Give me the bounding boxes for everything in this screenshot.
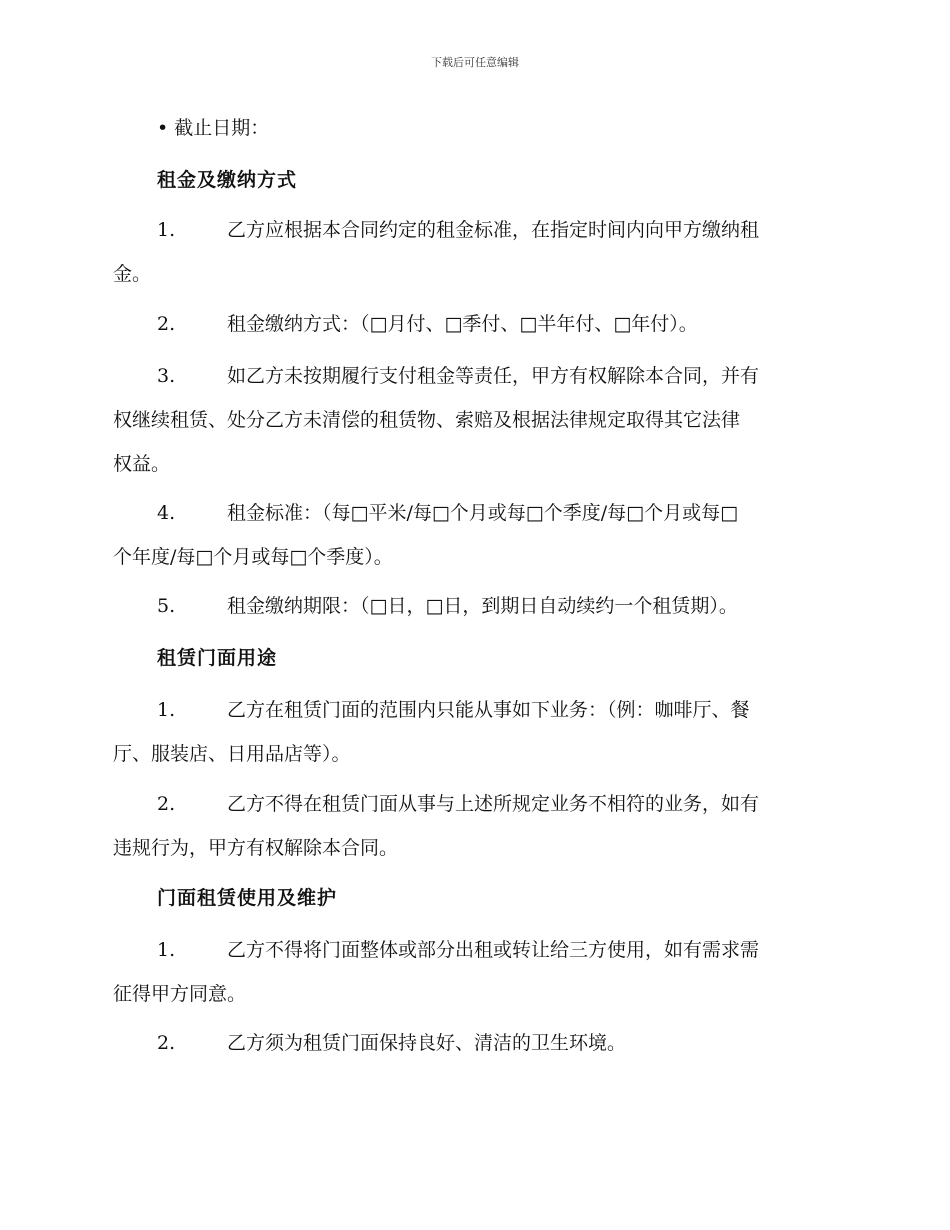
usage-item-1 <box>113 688 833 776</box>
item-number: 1. <box>157 219 176 241</box>
maintenance-item-2 <box>113 1021 833 1065</box>
usage-item-2 <box>113 782 833 870</box>
rent-item-3 <box>113 354 833 486</box>
item-text: 厅、服装店、日用品店等）。 <box>113 743 351 765</box>
item-text: 权益。 <box>113 453 171 475</box>
item-text: 违规行为，甲方有权解除本合同。 <box>113 837 399 859</box>
item-number: 2. <box>157 793 176 815</box>
item-number: 3. <box>157 365 176 387</box>
item-text: 乙方不得将门面整体或部分出租或转让给三方使用，如有需求需 <box>227 939 760 961</box>
item-text: 金。 <box>113 263 152 285</box>
rent-item-5 <box>113 584 833 628</box>
section-title-rent: 租金及缴纳方式 <box>157 169 298 191</box>
deadline-line: • 截止日期： <box>157 117 270 139</box>
page-header-note: 下载后可任意编辑 <box>431 56 519 69</box>
item-text: 租金标准：（每□平米/每□个月或每□个季度/每□个月或每□ <box>227 502 739 524</box>
item-text: 个年度/每□个月或每□个季度）。 <box>113 546 393 568</box>
item-text: 租金缴纳方式：（□月付、□季付、□半年付、□年付）。 <box>227 313 698 335</box>
item-number: 2. <box>157 313 176 335</box>
rent-item-1 <box>113 208 833 296</box>
item-number: 4. <box>157 502 176 524</box>
maintenance-item-1 <box>113 928 833 1016</box>
item-text: 乙方须为租赁门面保持良好、清洁的卫生环境。 <box>227 1032 627 1054</box>
item-number: 1. <box>157 939 176 961</box>
item-text: 权继续租赁、处分乙方未清偿的租赁物、索赔及根据法律规定取得其它法律 <box>113 409 741 431</box>
item-text: 乙方在租赁门面的范围内只能从事如下业务：（例：咖啡厅、餐 <box>227 699 750 721</box>
section-title-usage: 租赁门面用途 <box>157 647 278 669</box>
item-number: 2. <box>157 1032 176 1054</box>
section-title-maintenance: 门面租赁使用及维护 <box>157 887 338 909</box>
item-number: 1. <box>157 699 176 721</box>
item-text: 乙方不得在租赁门面从事与上述所规定业务不相符的业务，如有 <box>227 793 760 815</box>
rent-item-4 <box>113 491 833 579</box>
item-text: 征得甲方同意。 <box>113 983 247 1005</box>
item-number: 5. <box>157 595 176 617</box>
rent-item-2 <box>113 302 833 346</box>
item-text: 如乙方未按期履行支付租金等责任，甲方有权解除本合同，并有 <box>227 365 760 387</box>
item-text: 乙方应根据本合同约定的租金标准，在指定时间内向甲方缴纳租 <box>227 219 760 241</box>
item-text: 租金缴纳期限：（□日，□日，到期日自动续约一个租赁期）。 <box>227 595 738 617</box>
